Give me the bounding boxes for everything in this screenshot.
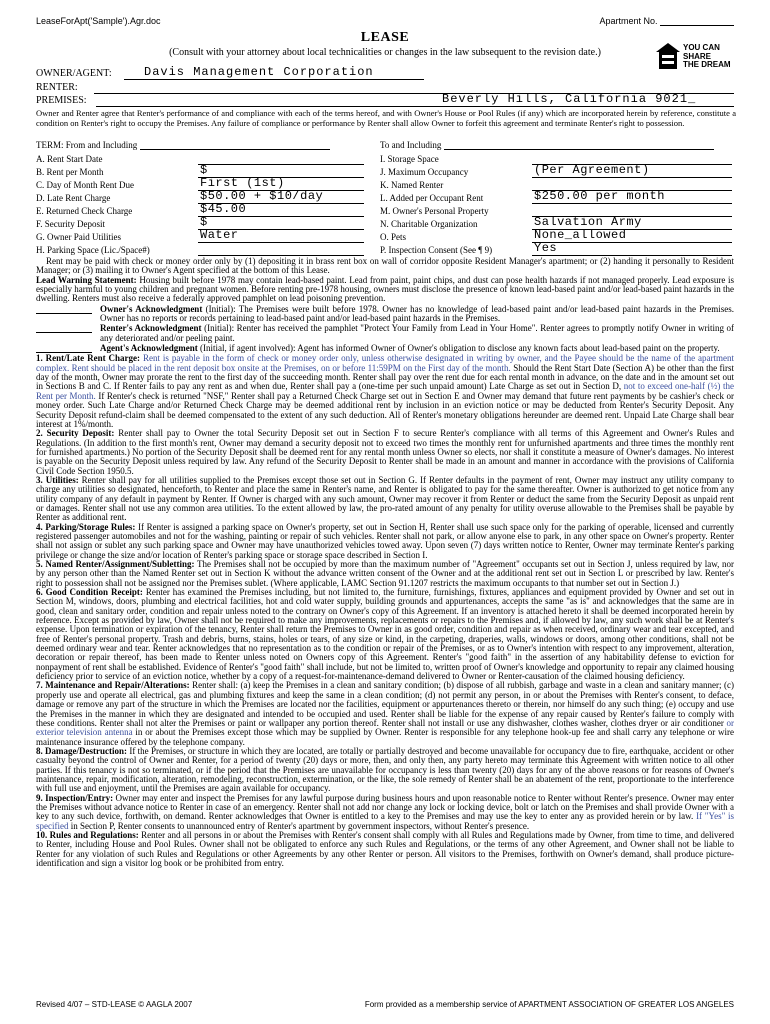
section-1-text-d: If Renter's check is returned "NSF," Renter shall pay a Returned Check Charge set out in Section E and Owner may demand that future rent payments by be cashier's check or money order. Such Late Charge and/or Returned Check Charge may be deemed additional rent by inclusion in an eviction notice or may be deducted from Renter's Security Deposit. Any Security Deposit refund-claim shall be deemed compensated to the extent of any such deduction. All of Renter's monetary obligations hereunder are deemed rent. Unpaid Late Charge shall bear interest at 1%/month. <box>36 390 734 429</box>
term-value[interactable]: $45.00 <box>200 202 247 216</box>
section-10-text: Renter and all persons in or about the Premises with Renter's consent shall comply with all Rules and Regulations made by Owner, from time to time, and delivered to Renter, including House and Pool Rules. Owner shall not be obligated to enforce any such Rules and Regulations, or the terms of any other Agreement, and Owner shall not be liable to Renter for any violation of such Rules and Regulations or other Agreements by any other Renter or person. All visitors to the Premises, forthwith on Owner's demand, shall produce picture-identification and sign a visitor log book or be prohibited from entry. <box>36 829 735 868</box>
left-terms-column <box>36 154 366 258</box>
section-9-text-a: Owner may enter and inspect the Premises for any lawful purpose during business hours and upon reasonable notice to Renter without Renter's presence. Owner may enter the Premises without advance notice to Renter in case of an emergency. Renter shall not add nor change any lock or locking device, bolt or latch on the Premises and shall provide Owner with a key to any such device, forthwith, on demand. Renter acknowledges that Owner is entitled to a key to the Premises and may use the key to enter any as provided herein or by law. <box>36 792 734 822</box>
section-1-text-a: Rent is payable in the form of check or money order only, unless otherwise designated in writing by owner, and the Payee should be the name of the apartment complex. Rent should be placed in the rent deposit box onsite at the Premises, on or before 11:59PM on the First day of the month. <box>36 353 734 373</box>
agent-acknowledgment <box>36 344 734 353</box>
section-8-heading: 8. Damage/Destruction: <box>36 745 128 756</box>
section-4 <box>36 523 734 560</box>
term-from-label: TERM: From and Including <box>36 140 138 150</box>
rent-payment-paragraph: Rent may be paid with check or money order only by (1) depositing it in brass rent box on wall of corridor opposite Resident Manager's apartment; or (2) handing it personally to Resident Manager; or (3) mailing it to Owner's Agent specified at the bottom of this Lease. <box>36 256 734 276</box>
renter-initial-blank[interactable] <box>36 332 92 333</box>
agent-ack-text: (Initial, if agent involved): Agent has informed Owner of Owner's obligation to disclose any known facts about lead-based paint on the property. <box>200 343 720 354</box>
section-7-text-a: Renter shall: (a) keep the Premises in a clean and sanitary condition; (b) dispose of all rubbish, garbage and waste in a clean and sanitary manner; (c) properly use and operate all electrical, gas and plumbing fixtures and keep the same in a clean condition; (d) not permit any person, in or about the Premises with Renter's consent, to deface, damage or remove any part of the structure in which the Premises are located nor the facilities, equipment or appurtenances thereto or therein, nor himself do any such thing; (e) occupy and use the Premises in the manner in which they are designated and intended to be occupied and used. Renter shall be liable for the expense of any repair caused by Renter's failure to comply with these conditions. Renter shall not alter the Premises or paint or wallpaper any portion thereof. Renter shall not install or use any dishwasher, clothes washer, clothes dryer or air conditioner <box>36 680 734 728</box>
page-title: LEASE <box>360 30 410 45</box>
section-5 <box>36 560 734 588</box>
term-label: K. Named Renter <box>380 180 444 190</box>
owner-initial-blank[interactable] <box>36 313 92 314</box>
owner-agent-underline <box>124 79 424 80</box>
term-label: P. Inspection Consent (See ¶ 9) <box>380 245 493 255</box>
term-value[interactable]: Salvation Army <box>534 215 642 229</box>
section-5-text: The Premises shall not be occupied by more than the maximum number of "Agreement" occupants set out in Section J, unless required by law, nor by any person other than the Named Renter set out in Section K without the advance written consent of the Owner and at the additional rent set out in Section L or prescribed by law. Renter's right to possession shall not be assigned nor the Premises sublet. (Where applicable, LAMC Section 91.1207 restricts the maximum occupants to that number set out in Section J.) <box>36 559 735 588</box>
term-value[interactable]: None_allowed <box>534 228 627 242</box>
section-1-heading: 1. Rent/Late Rent Charge: <box>36 353 141 364</box>
section-9-text-c: in Section P, Renter consents to unannounced entry of Renter's apartment by government inspectors, without Renter's presence. <box>70 820 530 831</box>
term-label: G. Owner Paid Utilities <box>36 232 121 242</box>
term-value[interactable]: (Per Agreement) <box>534 163 650 177</box>
term-label: F. Security Deposit <box>36 219 106 229</box>
premises-field[interactable] <box>36 92 736 109</box>
term-to-blank[interactable] <box>444 140 714 150</box>
term-underline <box>532 242 732 243</box>
document-filename: LeaseForApt('Sample').Agr.doc <box>36 16 161 26</box>
logo-text <box>683 44 731 70</box>
section-9-heading: 9. Inspection/Entry: <box>36 792 114 803</box>
logo-line-1: YOU CAN <box>683 43 720 52</box>
premises-underline <box>96 106 734 107</box>
renter-acknowledgment <box>36 324 734 343</box>
renter-label: RENTER: <box>36 82 78 93</box>
section-10 <box>36 831 734 868</box>
term-label: J. Maximum Occupancy <box>380 167 469 177</box>
owner-agent-value[interactable]: Davis Management Corporation <box>144 65 374 79</box>
term-to-label: To and Including <box>380 140 442 150</box>
term-label: I. Storage Space <box>380 154 439 164</box>
term-label: L. Added per Occupant Rent <box>380 193 484 203</box>
footer-association: Form provided as a membership service of APARTMENT ASSOCIATION OF GREATER LOS ANGELES <box>364 1000 734 1009</box>
owner-ack-heading: Owner's Acknowledgment <box>100 303 203 314</box>
owner-acknowledgment <box>36 305 734 324</box>
term-label: B. Rent per Month <box>36 167 104 177</box>
section-4-text: If Renter is assigned a parking space on Owner's property, set out in Section H, Renter shall use such space only for the parking of operable, licensed and currently registered passenger automobiles and not for the washing, painting or repair of such vehicles. Renter shall not park, or allow anyone else to park, in any other space on Owner's property. Renter shall not assign or sublet any such parking space and Owner may have unauthorized vehicles towed away. Upon seven (7) days written notice to Renter, Owner may terminate Renter's parking privilege or change the size and/or location of Renter's parking space or storage space described in Section I. <box>36 521 734 560</box>
section-5-heading: 5. Named Renter/Assignment/Subletting: <box>36 559 195 569</box>
section-1-text-b: Should the Rent Start Date (Section A) be other than the first day of the month, Owner may prorate the rent to the first day of the succeeding month. Renter shall pay over the rent due for each rental month in advance, on the date and in the amount set out in Sections B and C. If Renter fails to pay any rent as and when due, Renter shall pay a (one-time per such unpaid amount) Late Charge as set out in Section D, <box>36 362 734 392</box>
owner-agent-field[interactable] <box>36 65 736 82</box>
lead-warning-text: Housing built before 1978 may contain lead-based paint. Lead from paint, paint chips, and dust can pose health hazards if not managed properly. Lead exposure is especially harmful to young children and pregnant women. Before renting pre-1978 housing, owners must disclose the presence of known lead-based paint and/or lead-based paint hazards in the dwelling. Renters must also receive a federally approved pamphlet on lead poisoning prevention. <box>36 274 735 304</box>
premises-label: PREMISES: <box>36 95 87 106</box>
term-label: N. Charitable Organization <box>380 219 478 229</box>
term-label: C. Day of Month Rent Due <box>36 180 134 190</box>
term-label: M. Owner's Personal Property <box>380 206 489 216</box>
section-6 <box>36 588 734 681</box>
term-underline <box>198 242 364 243</box>
apartment-number-label: Apartment No. <box>599 16 658 26</box>
right-terms-column <box>380 154 736 258</box>
section-9-text-b: If "Yes" is specified <box>36 811 734 831</box>
term-row-l[interactable] <box>380 189 736 206</box>
page-subtitle: (Consult with your attorney about local technicalities or changes in the law subsequent to the revision date.) <box>169 47 601 58</box>
term-from[interactable] <box>36 140 330 150</box>
section-10-heading: 10. Rules and Regulations: <box>36 829 139 840</box>
term-label: A. Rent Start Date <box>36 154 103 164</box>
premises-value[interactable]: Beverly Hills, California 9021_ <box>442 92 697 106</box>
logo-line-2: SHARE <box>683 51 712 61</box>
section-1-text-c: not to exceed one-half (½) the Rent per Month. <box>36 381 735 401</box>
term-underline <box>198 164 364 165</box>
section-6-heading: 6. Good Condition Receipt: <box>36 587 143 598</box>
term-label: D. Late Rent Charge <box>36 193 111 203</box>
term-underline <box>532 203 732 204</box>
term-value[interactable]: $ <box>200 163 208 177</box>
term-value[interactable]: $250.00 per month <box>534 189 665 203</box>
owner-ack-text: (Initial): The Premises were built before 1978. Owner has no knowledge of lead-based paint and/or lead-based paint hazards in the Premises. Owner has no reports or records pertaining to lead-based paint and/or lead-based paint hazards in the Premises. <box>100 303 734 324</box>
lease-body <box>36 257 734 868</box>
term-value[interactable]: Yes <box>534 241 558 255</box>
apartment-number-field[interactable] <box>599 16 734 26</box>
term-value[interactable]: $ <box>200 215 208 229</box>
agent-initial-blank[interactable] <box>36 352 92 353</box>
term-row-g[interactable] <box>36 228 366 245</box>
section-7-heading: 7. Maintenance and Repair/Alterations: <box>36 680 190 691</box>
section-7-text-b: or exterior television antenna <box>36 717 735 738</box>
term-row-o[interactable] <box>380 228 736 245</box>
intro-paragraph: Owner and Renter agree that Renter's performance of and compliance with each of the terms hereof, and with Owner's House or Pool Rules (if any) which are incorporated herein by reference, constitute a condition on Renter's right to occupy the Premises. Any failure of compliance or performance by Renter shall allow Owner to forfeit this agreement and terminate Renter's right to possession. <box>36 108 736 128</box>
section-3-text: Renter shall pay for all utilities supplied to the Premises except those set out in Section G. If Renter defaults in the payment of rent, Owner may instruct any utility company to charge any utilities so designated, henceforth, to Renter and place the same in Renter's name, and Renter is obligated to pay for the same thereafter. Owner is authorized to get notice from any utility company of any default in payment by Renter. If Owner is charged with any such amount, Owner may recover it from Renter or deduct the same from the Security Deposit as unpaid rent or damages. Renter shall not use any common area utilities. To the extent allowed by law, the pro-rated amount of any penalty for utility overuse allowable to the Premises shall be payable by Renter as additional rent. <box>36 474 735 523</box>
section-3-heading: 3. Utilities: <box>36 474 79 485</box>
agent-ack-heading: Agent's Acknowledgment <box>100 343 198 354</box>
section-6-text: Renter has examined the Premises including, but not limited to, the furniture, furnishings, fixtures, appliances and equipment provided by Owner and set out in Section M, windows, doors, plumbing and electrical facilities, hot and cold water supply, building grounds and appurtenances, accepts the same "as is" and acknowledges that the same are in good, clean and sanitary order, condition and repair unless noted to the contrary on Owner's copy of this Agreement. If an inventory is attached hereto it shall be deemed incorporated herein by reference. Except as provided by law, Owner shall not be required to make any improvements, replacements or repairs to the Premises and, if allowed by law, any such work shall be at Renter's expense. Upon termination or expiration of the tenancy, Renter shall return the Premises to Owner in as good order, condition and repair as when received, ordinary wear and tear excepted, and free of Renter's personal property. Trash and debris, burns, stains, holes or tears, of any size or kind, in the carpeting, draperies, walls, windows or doors, among other conditions, shall not be deemed ordinary wear and tear. Renter acknowledges that no representation as to the condition or repair of the Premises, or as to Owner's intention with respect to any improvement, alteration, decoration or repair thereof, has been made to Renter unless noted on Owners copy of this Agreement. Renter's "good faith" in the assertion of any habitability defense to eviction for nonpayment of rent shall be established. Evidence of Renter's "good faith" shall include, but not be limited to, written proof of Owner's knowledge and opportunity to repair any claimed housing deficiency prior to service of an eviction notice, whether by a copy of a request-for-maintenance-demand delivered to Owner or Renter-causation of the claimed housing deficiency. <box>36 587 734 682</box>
term-label: O. Pets <box>380 232 407 242</box>
section-2-text: Renter shall pay to Owner the total Security Deposit set out in Section F to secure Renter's compliance with all terms of this Agreement and Owner's Rules and Regulations. (In addition to the first month's rent, Owner may demand a security deposit not to exceed two times the monthly rent for unfurnished apartments and three times the monthly rent for furnished apartments.) No portion of the Security Deposit shall be deemed rent for any rental month unless Owner so elects, nor shall it constitute a measure of Owner's damages. No interest is payable on the Security Deposit unless required by law. Any refund of the Security Deposit to Renter shall be made in an amount and manner in accordance with the provisions of California Civil Code Section 1950.5. <box>36 428 734 476</box>
lead-warning-heading: Lead Warning Statement: <box>36 274 137 285</box>
section-2-heading: 2. Security Deposit: <box>36 428 115 439</box>
section-8 <box>36 747 734 794</box>
term-value[interactable]: $50.00 + $10/day <box>200 189 324 203</box>
term-to[interactable] <box>380 140 714 150</box>
section-2 <box>36 429 734 476</box>
term-label: E. Returned Check Charge <box>36 206 133 216</box>
term-row-j[interactable] <box>380 163 736 180</box>
term-value[interactable]: First (1st) <box>200 176 285 190</box>
logo-line-3: THE DREAM <box>683 60 731 69</box>
section-7 <box>36 681 734 746</box>
renter-ack-heading: Renter's Acknowledgment <box>100 323 202 334</box>
term-label: H. Parking Space (Lic./Space#) <box>36 245 150 255</box>
section-4-heading: 4. Parking/Storage Rules: <box>36 521 136 532</box>
term-underline <box>198 216 364 217</box>
section-8-text: If the Premises, or structure in which they are located, are totally or partially destroyed and become unavailable for occupancy due to fire, earthquake, accident or other casualty beyond the control of Owner and Renter, for a period of twenty (20) days or more, then, and only then, any party hereto may terminate this Agreement with written notice to all other parties. If this tenancy is not so terminated, or if the period that the Premises are unavailable for occupancy is less than twenty (20) days for any of the above reasons or for reasons of Owner's maintenance, repair, modification, alteration, remodeling, reconstruction, extermination, or the like, the sole remedy of Renter shall be an abatement of the rent, proportionate to the interference with full use and enjoyment, until the Premises are again available for occupancy. <box>36 745 735 794</box>
section-7-text-c: in or about the Premises except those which may be supplied by Owner. Renter is responsible for any telephone hook-up fee and shall carry any telephone or wire maintenance insurance offered by the telephone company. <box>36 727 734 747</box>
footer-revision: Revised 4/07 – STD-LEASE © AAGLA 2007 <box>36 1000 193 1009</box>
section-1 <box>36 354 734 429</box>
lead-warning-paragraph <box>36 276 734 304</box>
apartment-number-blank[interactable] <box>660 16 734 26</box>
term-value[interactable]: Water <box>200 228 239 242</box>
section-3 <box>36 476 734 523</box>
owner-agent-label: OWNER/AGENT: <box>36 68 112 79</box>
renter-ack-text: (Initial): Renter has received the pamphlet "Protect Your Family from Lead in Your Home". Renter agrees to promptly notify Owner in writing of any deteriorated and/or peeling paint. <box>100 323 734 343</box>
section-9 <box>36 794 734 831</box>
term-underline <box>532 177 732 178</box>
term-from-blank[interactable] <box>140 140 330 150</box>
page-header <box>36 16 734 28</box>
house-icon <box>655 42 681 70</box>
